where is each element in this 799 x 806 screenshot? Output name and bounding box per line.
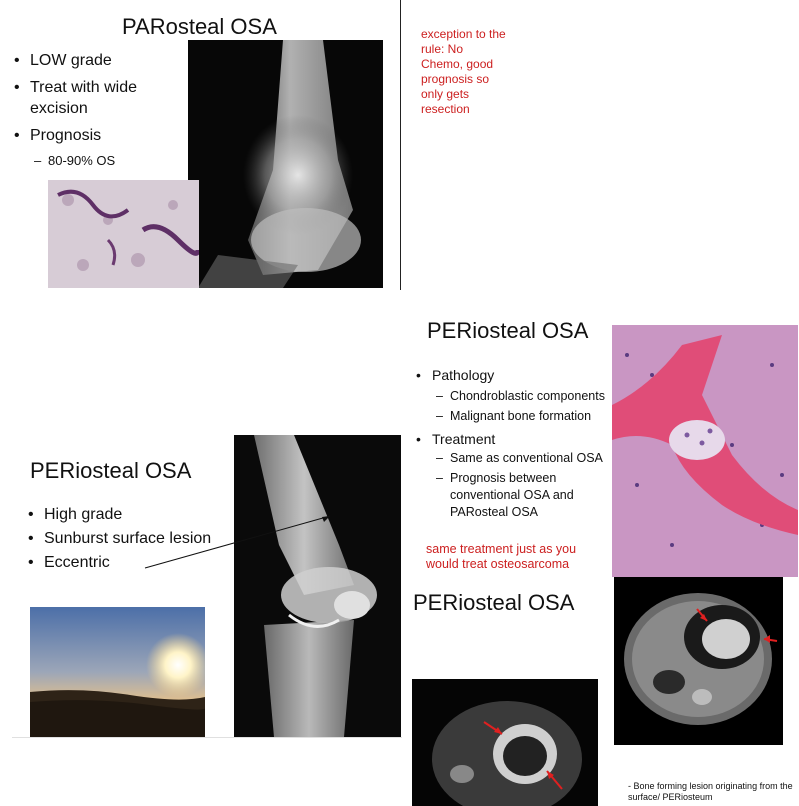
bullet-pathology: • Pathology [416,366,611,384]
bullet-sunburst: • Sunburst surface lesion [28,529,218,548]
periosteal-path-list [416,366,611,525]
bullet-wide-excision: • Treat with wide excision [14,77,179,119]
parosteal-note: exception to the rule: No Chemo, good prognosis so only gets resection [421,27,506,116]
periosteal-xray-title: PERiosteal OSA [30,458,192,483]
periosteal-he-histology [612,325,798,577]
periosteal-mri-t1 [614,577,783,745]
bullet-treatment: • Treatment [416,430,611,448]
parosteal-histology [48,180,199,288]
periosteal-mri-title: PERiosteal OSA [413,590,575,615]
parosteal-title: PARosteal OSA [122,14,277,39]
periosteal-knee-xray [234,435,401,737]
bullet-low-grade: • LOW grade [14,50,179,71]
parosteal-bullets [14,50,179,146]
subbullet-malignant-bone: – Malignant bone formation [436,406,611,426]
bullet-eccentric: • Eccentric [28,553,218,572]
subbullet-prognosis-between: – Prognosis between conventional OSA and PARosteal OSA [436,470,611,521]
bullet-high-grade: • High grade [28,505,218,524]
subbullet-os: – 80-90% OS [34,152,115,169]
periosteal-mri-t2 [412,679,598,806]
subbullet-chondroblastic: – Chondroblastic components [436,386,611,406]
periosteal-mri-caption: - Bone forming lesion originating from the surface/ PERiosteum [628,781,793,802]
bottom-rule [12,737,402,738]
parosteal-femur-xray [188,40,383,288]
parosteal-subbullets [34,152,115,169]
sunburst-photo [30,607,205,737]
bullet-prognosis: • Prognosis [14,125,179,146]
periosteal-path-title: PERiosteal OSA [427,318,589,343]
vertical-divider [400,0,401,290]
pointer-arrow [140,508,340,573]
periosteal-path-note: same treatment just as you would treat osteosarcoma [426,542,577,571]
subbullet-same-conventional: – Same as conventional OSA [436,450,611,467]
